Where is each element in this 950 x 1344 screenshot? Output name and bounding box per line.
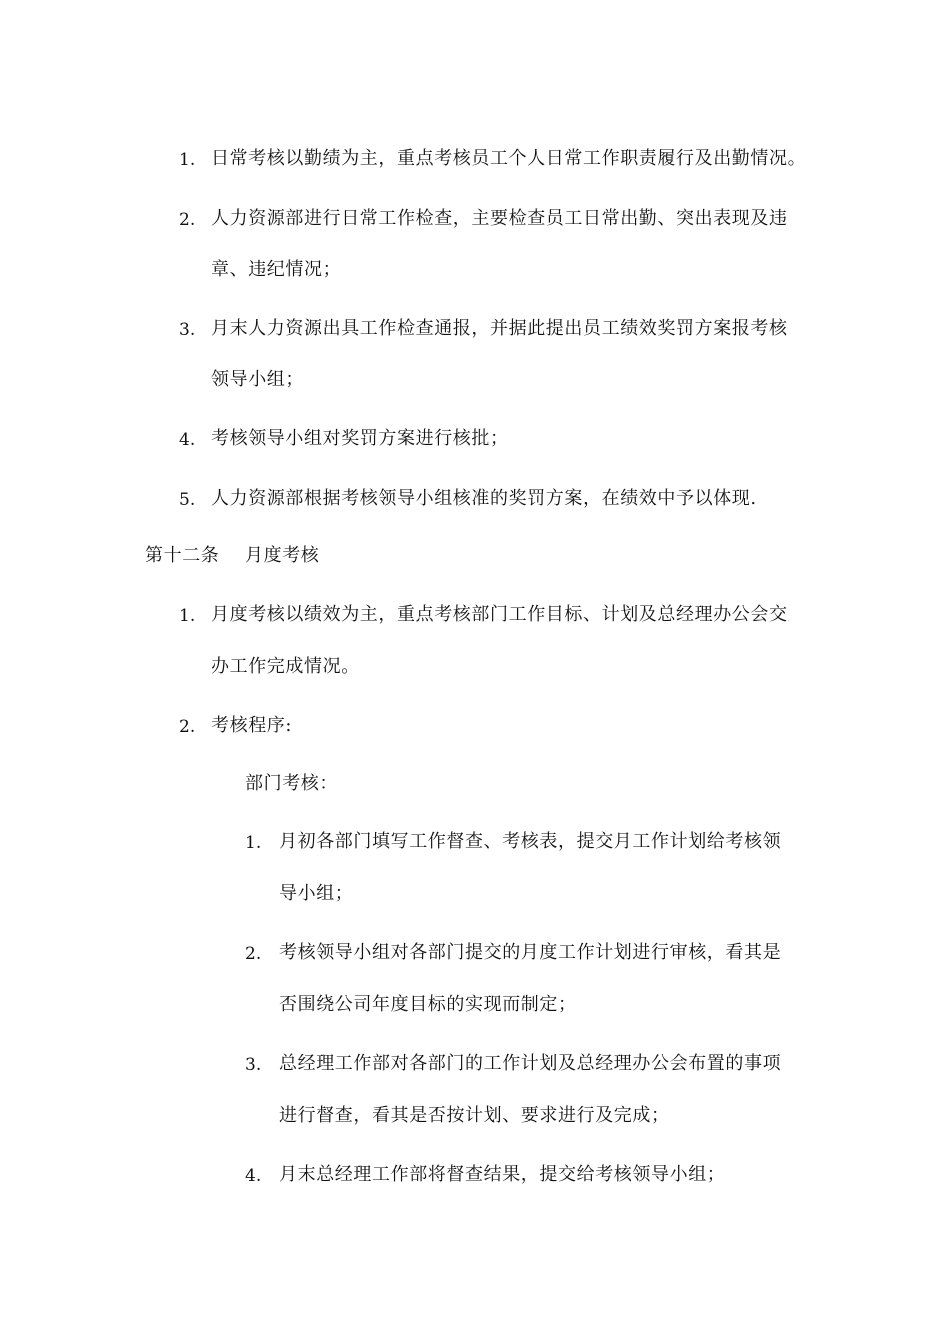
- sub-list-item-text: 考核领导小组对各部门提交的月度工作计划进行审核，看其是: [279, 942, 782, 963]
- sub-list-item-text-continued: 进行督查，看其是否按计划、要求进行及完成；: [279, 1105, 670, 1126]
- list-item-number: 4.: [179, 430, 196, 450]
- sub-list-item-text: 月末总经理工作部将督查结果，提交给考核领导小组；: [279, 1164, 726, 1185]
- list-item-text: 考核领导小组对奖罚方案进行核批；: [211, 428, 509, 449]
- list-item-text-continued: 章、违纪情况；: [211, 259, 342, 280]
- sub-list-item-text: 总经理工作部对各部门的工作计划及总经理办公会布置的事项: [279, 1053, 782, 1074]
- list-item-text: 人力资源部根据考核领导小组核准的奖罚方案，在绩效中予以体现.: [211, 488, 757, 509]
- list-item-number: 1.: [179, 150, 196, 170]
- article-title: 月度考核: [245, 545, 320, 566]
- list-item-number: 1.: [179, 606, 196, 626]
- list-item-text: 人力资源部进行日常工作检查，主要检查员工日常出勤、突出表现及违: [211, 208, 788, 229]
- list-item-number: 3.: [179, 320, 196, 340]
- list-item-text-continued: 领导小组；: [211, 369, 304, 390]
- list-item-number: 2.: [179, 210, 196, 230]
- sub-list-item-text-continued: 否围绕公司年度目标的实现而制定；: [279, 994, 577, 1015]
- list-item-text: 月度考核以绩效为主，重点考核部门工作目标、计划及总经理办公会交: [211, 604, 788, 625]
- sub-list-item-number: 1.: [245, 833, 262, 853]
- article-label: 第十二条: [145, 545, 220, 566]
- sub-list-item-number: 4.: [245, 1166, 262, 1186]
- list-item-text-continued: 办工作完成情况。: [211, 656, 360, 677]
- sub-list-item-text-continued: 导小组；: [279, 883, 354, 904]
- list-item-number: 2.: [179, 717, 196, 737]
- sub-heading: 部门考核：: [245, 773, 338, 794]
- sub-list-item-number: 2.: [245, 944, 262, 964]
- sub-list-item-text: 月初各部门填写工作督查、考核表，提交月工作计划给考核领: [279, 831, 782, 852]
- sub-list-item-number: 3.: [245, 1055, 262, 1075]
- list-item-text: 考核程序:: [211, 715, 293, 736]
- list-item-number: 5.: [179, 490, 196, 510]
- list-item-text: 月末人力资源出具工作检查通报，并据此提出员工绩效奖罚方案报考核: [211, 318, 788, 339]
- list-item-text: 日常考核以勤绩为主，重点考核员工个人日常工作职责履行及出勤情况。: [211, 148, 807, 169]
